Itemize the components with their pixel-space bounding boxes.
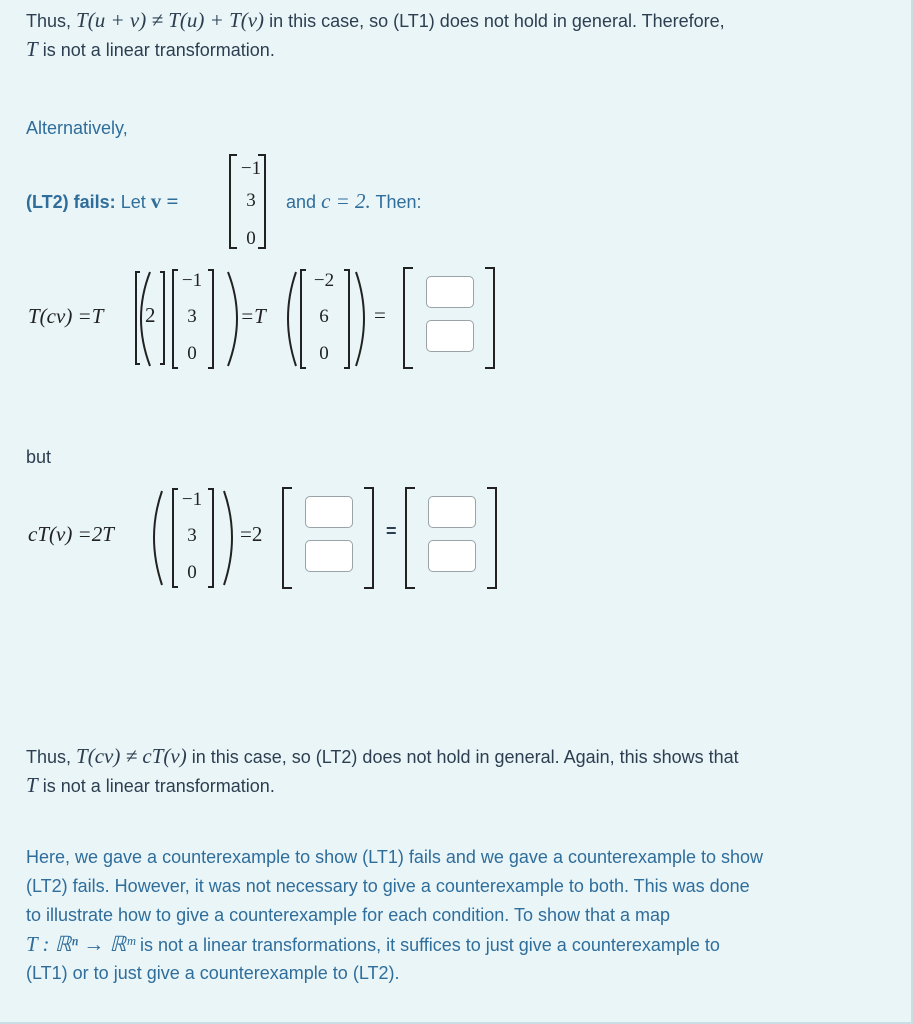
paragraph-lt2-conclusion bbox=[26, 742, 739, 772]
vector-v-entry-2: 3 bbox=[246, 190, 256, 211]
eq2-vec-entry-1: −1 bbox=[181, 489, 203, 510]
eq2-vec-entry-3: 0 bbox=[187, 562, 197, 583]
thus-text: Thus, bbox=[26, 11, 72, 31]
thus-text-2: Thus, bbox=[26, 747, 72, 767]
note-line-3: to illustrate how to give a counterexample for each condition. To show that a map bbox=[26, 905, 671, 925]
eq1-answer-right-bracket bbox=[485, 268, 494, 368]
equals-sign-2: = bbox=[386, 521, 397, 541]
t-cv-label: T(cv) = bbox=[28, 304, 92, 328]
ct-v-label: cT(v) = bbox=[28, 522, 92, 546]
eq2-vec-entry-2: 3 bbox=[187, 525, 197, 546]
eq2-answer2-right-bracket bbox=[487, 488, 496, 588]
lt1-rest-text: in this case, so (LT1) does not hold in general. Therefore, bbox=[269, 11, 725, 31]
note-line-2: (LT2) fails. However, it was not necessary to give a counterexample to both. This was done bbox=[26, 876, 750, 896]
note-line-4 bbox=[26, 930, 720, 960]
then-text: Then: bbox=[375, 192, 422, 212]
eq1-vec2-left-bracket bbox=[301, 270, 306, 368]
equals-sign: = bbox=[374, 303, 386, 327]
equals-two: =2 bbox=[240, 522, 263, 546]
vector-v-entry-1: −1 bbox=[240, 158, 262, 179]
eq1-vec2-entry-1: −2 bbox=[313, 270, 335, 291]
not-linear-text: is not a linear transformation. bbox=[42, 40, 275, 60]
eq1-outer-left-paren bbox=[141, 272, 150, 366]
vector-v-left-bracket bbox=[230, 155, 237, 248]
alternatively-text: Alternatively, bbox=[26, 118, 128, 138]
note-line-5: (LT1) or to just give a counterexample to (LT2). bbox=[26, 963, 400, 983]
map-notation: T : ℝⁿ → ℝᵐ bbox=[26, 932, 135, 956]
eq1-scalar-left-bracket bbox=[136, 272, 140, 364]
eq1-scalar-right-bracket bbox=[160, 272, 164, 364]
eq2-answer1-left-bracket bbox=[283, 488, 292, 588]
eq2-vec-right-bracket bbox=[208, 489, 213, 587]
vector-v-entry-3: 0 bbox=[246, 228, 256, 249]
c-equals: c = 2. bbox=[321, 189, 371, 213]
paragraph-lt2-line2 bbox=[26, 771, 275, 801]
eq1-outer-right-paren bbox=[228, 272, 237, 366]
lt2-label: (LT2) fails: bbox=[26, 192, 116, 212]
eq1-vec-right-bracket bbox=[208, 270, 213, 368]
but-text: but bbox=[26, 447, 52, 467]
eq1-vec-entry-2: 3 bbox=[187, 306, 197, 327]
eq2-vec-left-bracket bbox=[173, 489, 178, 587]
vector-v-right-bracket bbox=[258, 155, 265, 248]
v-equals: v = bbox=[150, 189, 179, 213]
eq1-vec2-entry-3: 0 bbox=[319, 343, 329, 364]
eq1-vec2-left-paren bbox=[288, 272, 296, 366]
scalar-two: 2 bbox=[145, 303, 156, 327]
eq1-vec-entry-1: −1 bbox=[181, 270, 203, 291]
equals-t-text: =T bbox=[240, 304, 266, 328]
homogeneity-inequality: T(cv) ≠ cT(v) bbox=[76, 744, 187, 768]
eq2-left-paren bbox=[154, 491, 162, 585]
eq1-answer-left-bracket bbox=[404, 268, 413, 368]
t-symbol: T bbox=[26, 37, 38, 61]
eq1-vec2-right-paren bbox=[356, 272, 364, 366]
eq2-answer2-left-bracket bbox=[406, 488, 415, 588]
not-linear-text-2: is not a linear transformation. bbox=[42, 776, 275, 796]
t-symbol-2: T bbox=[26, 773, 38, 797]
eq2-right-paren bbox=[224, 491, 232, 585]
note-line-1: Here, we gave a counterexample to show (LT1) fails and we gave a counterexample to show bbox=[26, 847, 764, 867]
note-line-4-rest: is not a linear transformations, it suffices to just give a counterexample to bbox=[139, 935, 720, 955]
eq1-vec-entry-3: 0 bbox=[187, 343, 197, 364]
lt2-rest-text: in this case, so (LT2) does not hold in general. Again, this shows that bbox=[191, 747, 739, 767]
additivity-inequality: T(u + v) ≠ T(u) + T(v) bbox=[76, 8, 265, 32]
and-text: and bbox=[286, 192, 317, 212]
eq1-vec-left-bracket bbox=[173, 270, 178, 368]
eq2-answer1-right-bracket bbox=[364, 488, 373, 588]
eq1-vec2-right-bracket bbox=[344, 270, 349, 368]
t-operator: T bbox=[91, 304, 104, 328]
let-text: Let bbox=[120, 192, 146, 212]
two-t-text: 2T bbox=[91, 522, 114, 546]
eq1-vec2-entry-2: 6 bbox=[319, 306, 329, 327]
